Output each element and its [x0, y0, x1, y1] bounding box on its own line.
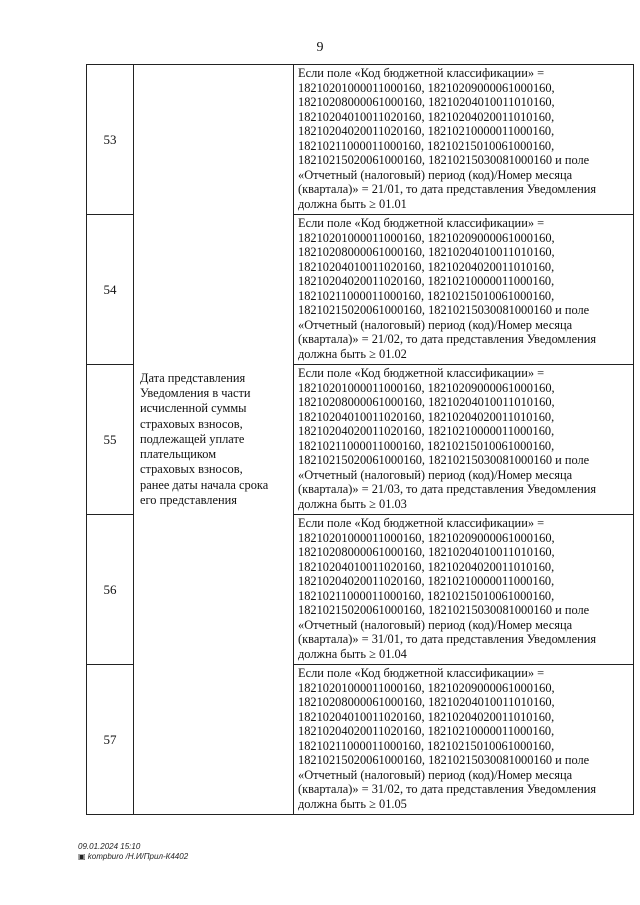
condition-line: 18210204010011020160, 18210204020011010160, [298, 109, 555, 124]
condition-line: (квартала)» = 31/01, то дата представления Уведомления [298, 632, 597, 647]
condition-line: должна быть ≥ 01.04 [298, 646, 407, 661]
condition-line: 18210211000011000160, 18210215010061000160, [298, 738, 555, 753]
condition-line: (квартала)» = 21/01, то дата представления Уведомления [298, 182, 597, 197]
condition-line: 18210208000061000160, 18210204010011010160, [298, 695, 555, 710]
condition-line: (квартала)» = 21/03, то дата представления Уведомления [298, 482, 597, 497]
rules-table [86, 64, 634, 815]
condition-line: 18210211000011000160, 18210215010061000160, [298, 138, 555, 153]
condition-line: Если поле «Код бюджетной классификации» = [298, 516, 545, 530]
description-line: ранее даты начала срока [140, 477, 269, 492]
condition-line: «Отчетный (налоговый) период (код)/Номер месяца [298, 317, 573, 332]
condition-line: 18210201000011000160, 18210209000061000160, [298, 230, 555, 245]
row-number: 53 [87, 65, 134, 215]
description-line: исчисленной суммы [140, 401, 247, 416]
condition-line: Если поле «Код бюджетной классификации» = [298, 366, 545, 380]
condition-line: Если поле «Код бюджетной классификации» = [298, 216, 545, 230]
condition-line: 18210204010011020160, 18210204020011010160, [298, 709, 555, 724]
description-line: страховых взносов, [140, 462, 243, 477]
description-line: его представления [140, 492, 237, 507]
row-condition [294, 215, 634, 365]
condition-line: 18210201000011000160, 18210209000061000160, [298, 530, 555, 545]
document-icon: ▣ [78, 852, 86, 861]
row-number: 54 [87, 215, 134, 365]
condition-line: 18210204010011020160, 18210204020011010160, [298, 259, 555, 274]
condition-line: 18210215020061000160, 18210215030081000160 и поле [298, 603, 590, 618]
condition-line: 18210215020061000160, 18210215030081000160 и поле [298, 753, 590, 768]
rule-description [134, 65, 294, 815]
condition-line: 18210211000011000160, 18210215010061000160, [298, 288, 555, 303]
condition-line: 18210201000011000160, 18210209000061000160, [298, 380, 555, 395]
condition-line: 18210211000011000160, 18210215010061000160, [298, 438, 555, 453]
condition-line: 18210215020061000160, 18210215030081000160 и поле [298, 153, 590, 168]
condition-line: 18210211000011000160, 18210215010061000160, [298, 588, 555, 603]
condition-line: 18210215020061000160, 18210215030081000160 и поле [298, 303, 590, 318]
rules-table-body [87, 65, 634, 815]
condition-line: 18210204010011020160, 18210204020011010160, [298, 559, 555, 574]
condition-line: 18210201000011000160, 18210209000061000160, [298, 680, 555, 695]
condition-line: (квартала)» = 31/02, то дата представления Уведомления [298, 782, 597, 797]
condition-line: Если поле «Код бюджетной классификации» = [298, 66, 545, 80]
condition-line: 18210204020011020160, 18210210000011000160, [298, 724, 555, 739]
condition-line: 18210208000061000160, 18210204010011010160, [298, 245, 555, 260]
row-number: 56 [87, 515, 134, 665]
footer-path-text: kompburo /Н.И/Прил-К4402 [87, 852, 189, 861]
condition-line: должна быть ≥ 01.02 [298, 346, 407, 361]
description-line: плательщиком [140, 447, 217, 462]
description-line: Уведомления в части [140, 386, 251, 401]
condition-line: «Отчетный (налоговый) период (код)/Номер месяца [298, 767, 573, 782]
row-condition [294, 665, 634, 815]
description-line: Дата представления [140, 371, 246, 386]
row-condition [294, 515, 634, 665]
footer-path [78, 852, 188, 862]
condition-line: 18210208000061000160, 18210204010011010160, [298, 545, 555, 560]
condition-line: должна быть ≥ 01.05 [298, 796, 407, 811]
condition-line: 18210215020061000160, 18210215030081000160 и поле [298, 453, 590, 468]
condition-line: 18210208000061000160, 18210204010011010160, [298, 395, 555, 410]
description-line: подлежащей уплате [140, 431, 245, 446]
condition-line: 18210201000011000160, 18210209000061000160, [298, 80, 555, 95]
row-condition [294, 65, 634, 215]
condition-line: Если поле «Код бюджетной классификации» = [298, 666, 545, 680]
footer-timestamp: 09.01.2024 15:10 [78, 842, 141, 851]
condition-line: 18210204020011020160, 18210210000011000160, [298, 424, 555, 439]
table-row [87, 65, 634, 215]
condition-line: 18210204020011020160, 18210210000011000160, [298, 574, 555, 589]
condition-line: (квартала)» = 21/02, то дата представления Уведомления [298, 332, 597, 347]
page-number: 9 [316, 40, 324, 55]
condition-line: «Отчетный (налоговый) период (код)/Номер месяца [298, 617, 573, 632]
condition-line: «Отчетный (налоговый) период (код)/Номер месяца [298, 167, 573, 182]
condition-line: 18210204020011020160, 18210210000011000160, [298, 124, 555, 139]
description-line: страховых взносов, [140, 416, 243, 431]
condition-line: 18210208000061000160, 18210204010011010160, [298, 95, 555, 110]
condition-line: должна быть ≥ 01.01 [298, 196, 407, 211]
row-number: 55 [87, 365, 134, 515]
row-condition [294, 365, 634, 515]
condition-line: «Отчетный (налоговый) период (код)/Номер месяца [298, 467, 573, 482]
condition-line: должна быть ≥ 01.03 [298, 496, 407, 511]
row-number: 57 [87, 665, 134, 815]
condition-line: 18210204020011020160, 18210210000011000160, [298, 274, 555, 289]
condition-line: 18210204010011020160, 18210204020011010160, [298, 409, 555, 424]
footer [78, 842, 188, 862]
